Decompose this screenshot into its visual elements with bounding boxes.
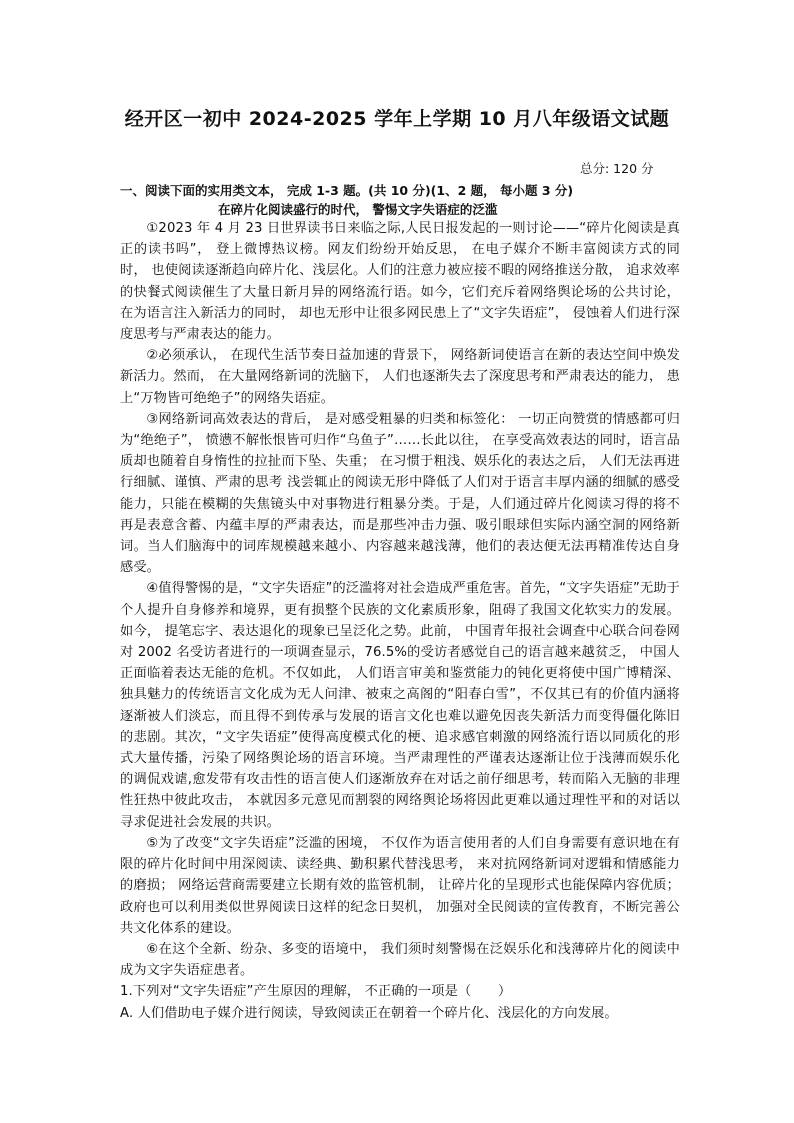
exam-title: 经开区一初中 2024-2025 学年上学期 10 月八年级语文试题	[124, 108, 670, 130]
paragraph-3: ③网络新词高效表达的背后， 是对感受粗暴的归类和标签化： 一切正向赞赏的情感都可归为“绝绝子”， 愤懑不解怅恨皆可归作“乌鱼子”……长此以往， 在享受高效表达的同时，语言品质却也随着自身惰性的拉扯而下坠、失重； 在习惯于粗浅、娱乐化的表达之后， 人们无法再进行细腻、谨慎、严肃的思考 浅尝辄止的阅读无形中降低了人们对于语言丰厚内涵的细腻的感受能力，只能在模糊的失焦镜头中对事物进行粗暴分类。于是，人们通过碎片化阅读习得的将不再是表意含蓄、内蕴丰厚的严肃表达，而是那些冲击力强、吸引眼球但实际内涵空洞的网络新词。当人们脑海中的词库规模越来越小、内容越来越浅薄，他们的表达便无法再精准传达自身感受。	[120, 411, 680, 576]
article-title: 在碎片化阅读盛行的时代， 警惕文字失语症的泛滥	[218, 202, 498, 217]
total-score: 总分: 120 分	[580, 161, 654, 176]
paragraph-2: ②必须承认， 在现代生活节奏日益加速的背景下， 网络新词使语言在新的表达空间中焕发新活力。然而， 在大量网络新词的洗脑下， 人们也逐渐失去了深度思考和严肃表达的能力， 患上“万物皆可绝绝子”的网络失语症。	[120, 348, 680, 406]
paragraph-6: ⑥在这个全新、纷杂、多变的语境中， 我们须时刻警惕在泛娱乐化和浅薄碎片化的阅读中成为文字失语症患者。	[120, 941, 680, 979]
article-body	[120, 218, 680, 1024]
paragraph-5: ⑤为了改变“文字失语症”泛滥的困境， 不仅作为语言使用者的人们自身需要有意识地在有限的碎片化时间中用深阅读、读经典、勤积累代替浅思考， 来对抗网络新词对逻辑和情感能力的磨损； 网络运营商需要建立长期有效的监管机制， 让碎片化的呈现形式也能保障内容优质； 政府也可以利用类似世界阅读日这样的纪念日契机， 加强对全民阅读的宣传教育，不断完善公共文化体系的建设。	[120, 835, 680, 936]
question-1-stem: 1.下列对“文字失语症”产生原因的理解， 不正确的一项是（ ）	[120, 984, 512, 1000]
section-heading: 一、阅读下面的实用类文本， 完成 1-3 题。(共 10 分)(1、2 题， 每小题 3 分)	[120, 183, 574, 198]
paragraph-4: ④值得警惕的是，“文字失语症”的泛滥将对社会造成严重危害。首先，“文字失语症”无助于个人提升自身修养和境界，更有损整个民族的文化素质形象，阻碍了我国文化软实力的发展。如今， 提笔忘字、表达退化的现象已呈泛化之势。此前， 中国青年报社会调查中心联合问卷网对 2002 名受访者进行的一项调查显示，76.5%的受访者感觉自己的语言越来越贫乏， 中国人正面临着表达无能的危机。不仅如此， 人们语言审美和鉴赏能力的钝化更将使中国广博精深、独具魅力的传统语言文化成为无人问津、被束之高阁的“阳春白雪”，不仅其已有的价值内涵将逐渐被人们淡忘，而且得不到传承与发展的语言文化也难以避免因丧失新活力而变得僵化陈旧的悲剧。其次，“文字失语症”使得高度模式化的梗、追求感官刺激的网络流行语以同质化的形式大量传播，污染了网络舆论场的语言环境。当严肃理性的严谨表达逐渐让位于浅薄而娱乐化的调侃戏谑,愈发带有攻击性的语言使人们逐渐放弃在对话之前仔细思考，转而陷入无脑的非理性狂热中彼此攻击， 本就因多元意见而割裂的网络舆论场将因此更难以通过理性平和的对话以寻求促进社会发展的共识。	[120, 581, 680, 830]
paragraph-1: ①2023 年 4 月 23 日世界读书日来临之际,人民日报发起的一则讨论——“碎片化阅读是真正的读书吗”， 登上微博热议榜。网友们纷纷开始反思， 在电子媒介不断丰富阅读方式的同时， 也使阅读逐渐趋向碎片化、浅层化。人们的注意力被应接不暇的网络推送分散， 追求效率的快餐式阅读催生了大量日新月异的网络流行语。如今，它们充斥着网络舆论场的公共讨论， 在为语言注入新活力的同时， 却也无形中让很多网民患上了“文字失语症”， 侵蚀着人们进行深度思考与严肃表达的能力。	[120, 221, 680, 343]
question-1-option-a: A. 人们借助电子媒介进行阅读，导致阅读正在朝着一个碎片化、浅层化的方向发展。	[120, 1005, 618, 1021]
